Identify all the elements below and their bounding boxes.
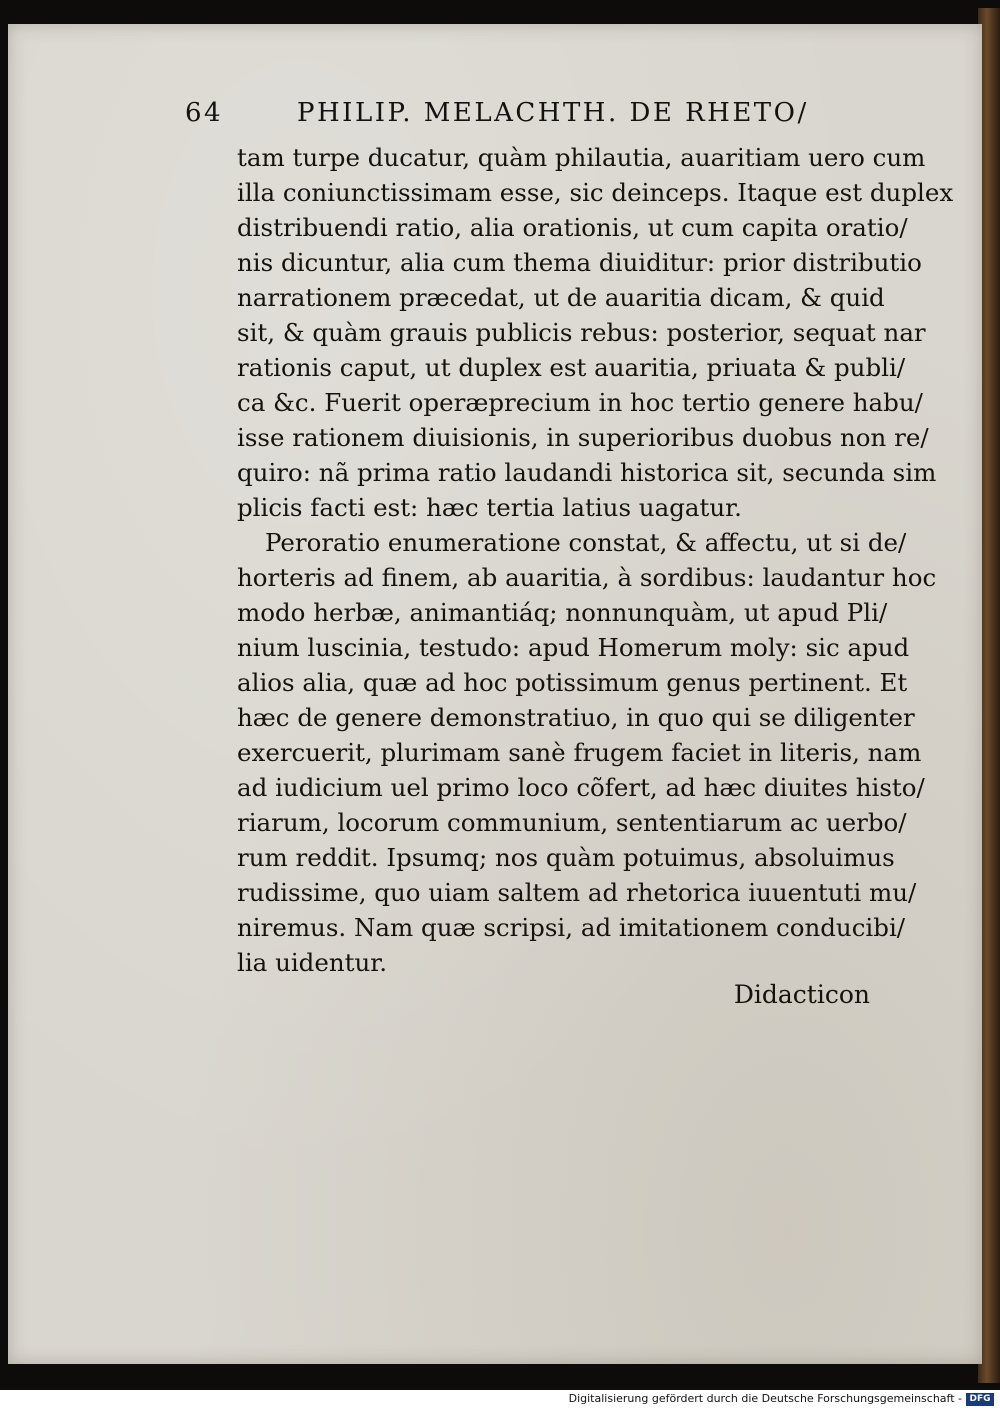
text-line: hæc de genere demonstratiuo, in quo qui se diligenter: [237, 703, 915, 732]
text-line: isse rationem diuisionis, in superioribus duobus non re/: [237, 423, 929, 452]
text-line: nium luscinia, testudo: apud Homerum moly: sic apud: [237, 633, 910, 662]
text-line: tam turpe ducatur, quàm philautia, auaritiam uero cum: [237, 143, 926, 172]
text-line: modo herbæ, animantiáq; nonnunquàm, ut apud Pli/: [237, 598, 888, 627]
text-line: riarum, locorum communium, sententiarum ac uerbo/: [237, 808, 907, 837]
body-text: [237, 140, 954, 980]
text-line: horteris ad finem, ab auaritia, à sordibus: laudantur hoc: [237, 563, 937, 592]
text-line: lia uidentur.: [237, 948, 388, 977]
running-head: [185, 98, 809, 138]
text-line: rudissime, quo uiam saltem ad rhetorica iuuentuti mu/: [237, 878, 917, 907]
page-number: 64: [185, 98, 224, 128]
text-line: distribuendi ratio, alia orationis, ut cum capita oratio/: [237, 213, 908, 242]
text-line: niremus. Nam quæ scripsi, ad imitationem conducibi/: [237, 913, 906, 942]
text-line: sit, & quàm grauis publicis rebus: posterior, sequat nar: [237, 318, 926, 347]
text-line: narrationem præcedat, ut de auaritia dicam, & quid: [237, 283, 885, 312]
text-line: quiro: nã prima ratio laudandi historica sit, secunda sim: [237, 458, 937, 487]
text-line: exercuerit, plurimam sanè frugem faciet in literis, nam: [237, 738, 922, 767]
digitization-credit: Digitalisierung gefördert durch die Deutsche Forschungsgemeinschaft -: [568, 1392, 962, 1405]
dfg-logo: DFG: [966, 1393, 994, 1406]
paragraph-start-line: Peroratio enumeratione constat, & affectu, ut si de/: [265, 528, 907, 557]
text-line: illa coniunctissimam esse, sic deinceps. Itaque est duplex: [237, 178, 954, 207]
text-line: nis dicuntur, alia cum thema diuiditur: prior distributio: [237, 248, 922, 277]
text-line: ad iudicium uel primo loco cõfert, ad hæc diuites histo/: [237, 773, 925, 802]
text-line: alios alia, quæ ad hoc potissimum genus pertinent. Et: [237, 668, 908, 697]
text-line: ca &c. Fuerit operæprecium in hoc tertio genere habu/: [237, 388, 923, 417]
text-line: rationis caput, ut duplex est auaritia, priuata & publi/: [237, 353, 906, 382]
text-line: plicis facti est: hæc tertia latius uagatur.: [237, 493, 742, 522]
catchword: Didacticon: [733, 980, 870, 1009]
running-title: PHILIP. MELACHTH. DE RHETO/: [297, 98, 809, 128]
text-line: rum reddit. Ipsumq; nos quàm potuimus, absoluimus: [237, 843, 895, 872]
